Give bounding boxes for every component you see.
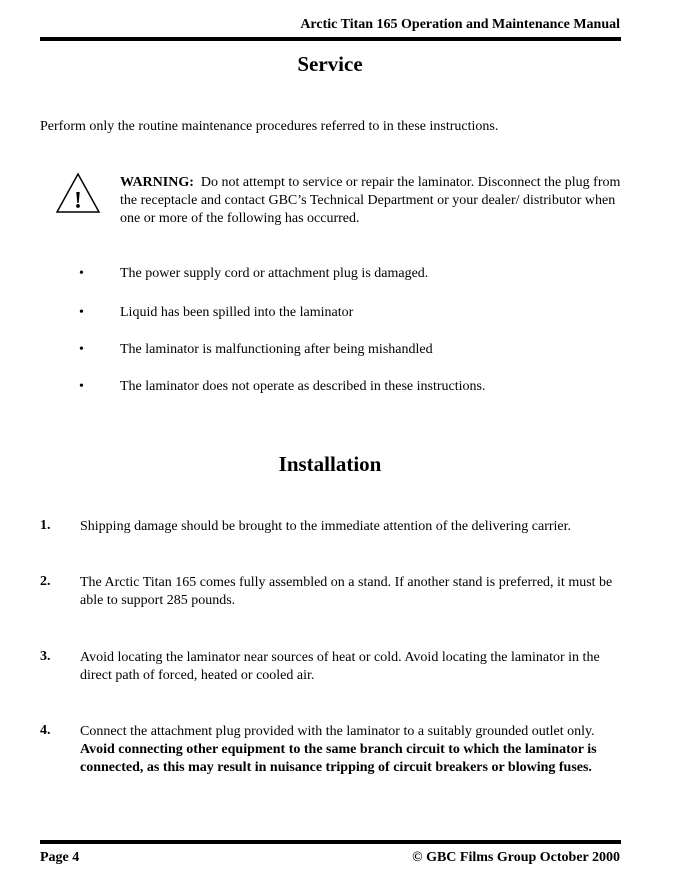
- list-item: The laminator does not operate as described in these instructions.: [120, 379, 486, 394]
- warning-label: WARNING:: [120, 175, 194, 190]
- step-text: The Arctic Titan 165 comes fully assembled on a stand. If another stand is preferred, it must be able to support 285 pounds.: [80, 575, 613, 608]
- step-text: [80, 723, 621, 777]
- step-text-bold: Avoid connecting other equipment to the same branch circuit to which the laminator is connected, as this may result in nuisance tripping of circuit breakers or blowing fuses.: [80, 742, 597, 775]
- bullet-glyph: •: [79, 342, 84, 357]
- step-text: Shipping damage should be brought to the immediate attention of the delivering carrier.: [80, 519, 572, 534]
- header-rule: [40, 37, 621, 41]
- warning-exclamation: !: [74, 188, 82, 214]
- warning-triangle-icon: [55, 172, 101, 214]
- warning-text: [120, 174, 623, 228]
- service-intro: Perform only the routine maintenance procedures referred to in these instructions.: [40, 119, 499, 134]
- step-number: 3.: [40, 649, 51, 664]
- list-item: Liquid has been spilled into the laminator: [120, 305, 354, 320]
- copyright: © GBC Films Group October 2000: [412, 850, 620, 865]
- warning-body: Do not attempt to service or repair the laminator. Disconnect the plug from the receptacle and contact GBC’s Technical Department or your dealer/ distributor when one or more of the following has occurred.: [120, 175, 621, 226]
- list-item: The laminator is malfunctioning after being mishandled: [120, 342, 433, 357]
- header-title: Arctic Titan 165 Operation and Maintenance Manual: [300, 17, 620, 32]
- step-number: 4.: [40, 723, 51, 738]
- page-number: Page 4: [40, 850, 80, 865]
- step-number: 1.: [40, 518, 51, 533]
- bullet-glyph: •: [79, 305, 84, 320]
- step-text: Avoid locating the laminator near sources of heat or cold. Avoid locating the laminator in the direct path of forced, heated or cooled air.: [80, 650, 600, 683]
- service-heading: Service: [297, 52, 363, 76]
- warning-icon: [55, 172, 101, 214]
- bullet-glyph: •: [79, 379, 84, 394]
- step-text-regular: Connect the attachment plug provided with the laminator to a suitably grounded outlet only.: [80, 724, 595, 739]
- installation-heading: Installation: [278, 452, 382, 476]
- step-number: 2.: [40, 574, 51, 589]
- footer-rule: [40, 840, 621, 844]
- bullet-glyph: •: [79, 266, 84, 281]
- list-item: The power supply cord or attachment plug is damaged.: [120, 266, 429, 281]
